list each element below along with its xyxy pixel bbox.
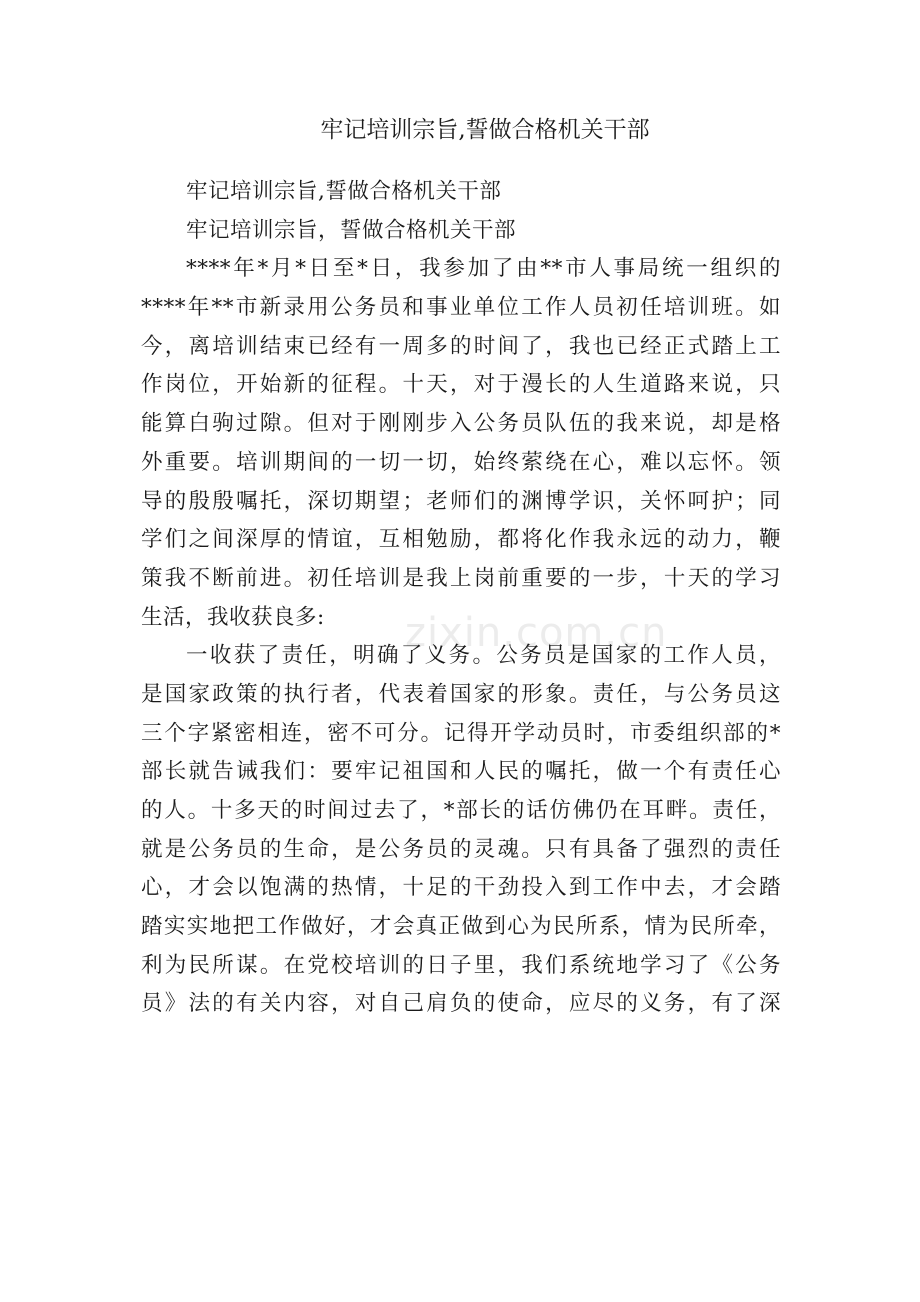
paragraph-line: 能算白驹过隙。但对于刚刚步入公务员队伍的我来说，却是格 xyxy=(141,411,781,437)
paragraph-line: 生活，我收获良多: xyxy=(141,604,325,630)
paragraph-line: 部长就告诫我们：要牢记祖国和人民的嘱托，做一个有责任心 xyxy=(141,759,781,785)
paragraph-line: 作岗位，开始新的征程。十天，对于漫长的人生道路来说，只 xyxy=(141,372,781,398)
document-body xyxy=(141,173,781,1024)
paragraph-line: 外重要。培训期间的一切一切，始终萦绕在心，难以忘怀。领 xyxy=(141,449,781,475)
paragraph-line: 是国家政策的执行者，代表着国家的形象。责任，与公务员这 xyxy=(141,681,781,707)
paragraph-line: 就是公务员的生命，是公务员的灵魂。只有具备了强烈的责任 xyxy=(141,836,781,862)
paragraph-line: 利为民所谋。在党校培训的日子里，我们系统地学习了《公务 xyxy=(141,952,781,978)
paragraph-line: 员》法的有关内容，对自己肩负的使命，应尽的义务，有了深 xyxy=(141,991,781,1017)
paragraph-line: 学们之间深厚的情谊，互相勉励，都将化作我永远的动力，鞭 xyxy=(141,527,781,553)
paragraph-line: 策我不断前进。初任培训是我上岗前重要的一步，十天的学习 xyxy=(141,565,781,591)
watermark-text: zixin.com.cn xyxy=(405,610,668,656)
paragraph-line: 导的殷殷嘱托，深切期望；老师们的渊博学识，关怀呵护；同 xyxy=(141,488,781,514)
paragraph-line: 的人。十多天的时间过去了，*部长的话仿佛仍在耳畔。责任， xyxy=(141,798,781,823)
paragraph-line: 心，才会以饱满的热情，十足的干劲投入到工作中去，才会踏 xyxy=(141,875,781,901)
subtitle-line: 牢记培训宗旨,誓做合格机关干部 xyxy=(186,179,502,204)
paragraph-line: 三个字紧密相连，密不可分。记得开学动员时，市委组织部的* xyxy=(141,720,781,746)
paragraph-line: 一收获了责任，明确了义务。公务员是国家的工作人员， xyxy=(186,643,781,669)
paragraph-line: 踏实实地把工作做好，才会真正做到心为民所系，情为民所牵， xyxy=(141,914,781,940)
paragraph-line: 今，离培训结束已经有一周多的时间了，我也已经正式踏上工 xyxy=(141,333,781,359)
subtitle-line: 牢记培训宗旨，誓做合格机关干部 xyxy=(186,217,517,243)
paragraph-line: ****年**市新录用公务员和事业单位工作人员初任培训班。如 xyxy=(141,295,781,321)
paragraph-line: ****年*月*日至*日，我参加了由**市人事局统一组织的 xyxy=(186,256,781,282)
document-title: 牢记培训宗旨,誓做合格机关干部 xyxy=(320,117,650,143)
